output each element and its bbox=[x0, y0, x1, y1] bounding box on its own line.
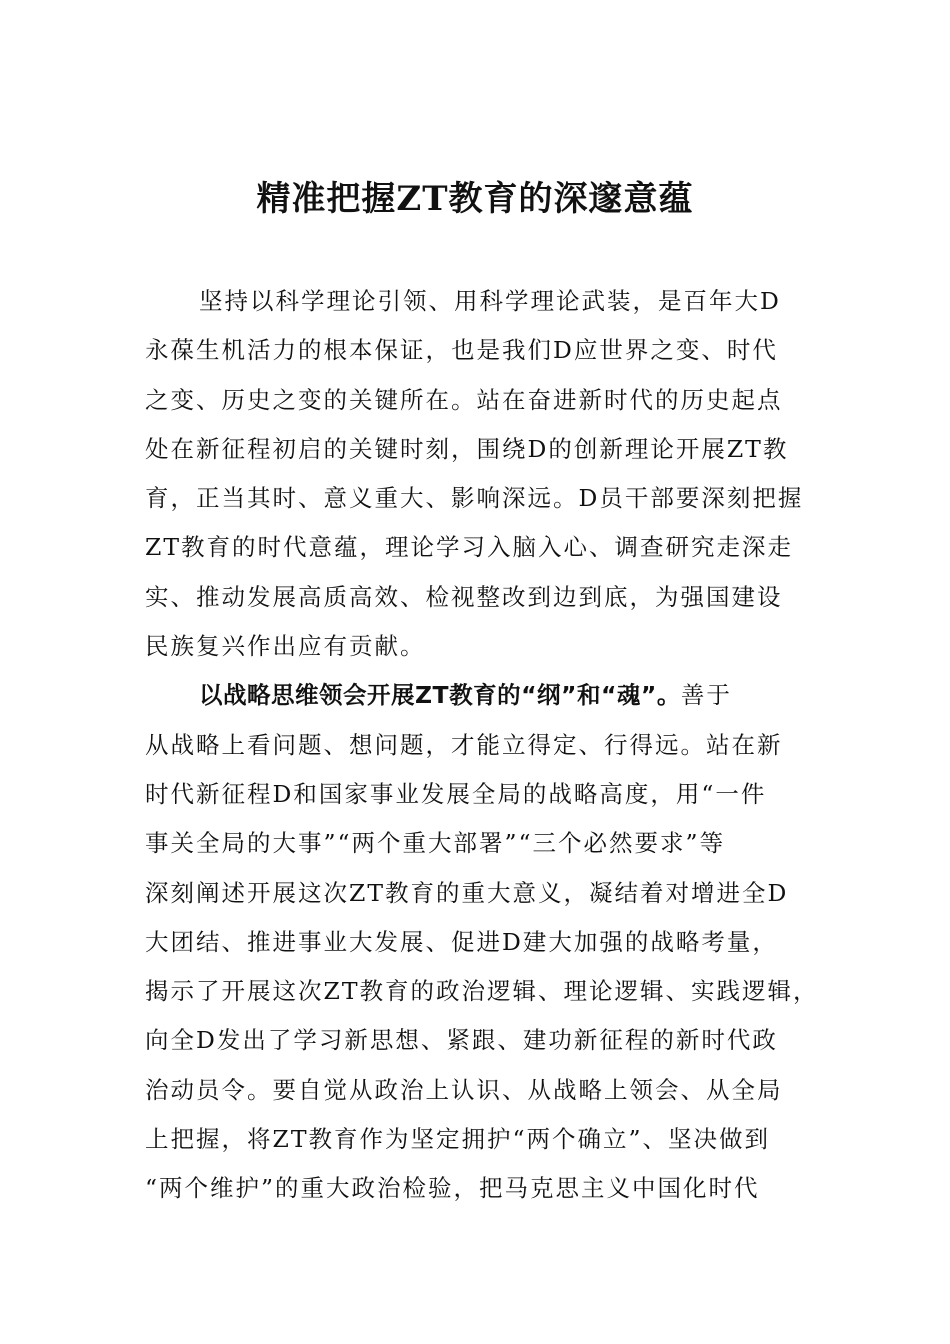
paragraph-line: 上把握，将ZT教育作为坚定拥护“两个确立”、坚决做到 bbox=[145, 1125, 771, 1154]
paragraph-line: “两个维护”的重大政治检验，把马克思主义中国化时代 bbox=[145, 1174, 760, 1203]
paragraph-line: 育，正当其时、意义重大、影响深远。D员干部要深刻把握 bbox=[145, 484, 804, 513]
paragraph-lead-heading: 以战略思维领会开展ZT教育的“纲”和“魂”。 bbox=[199, 681, 681, 710]
paragraph-line: 揭示了开展这次ZT教育的政治逻辑、理论逻辑、实践逻辑， bbox=[145, 977, 819, 1006]
paragraph-line: 坚持以科学理论引领、用科学理论武装，是百年大D bbox=[199, 287, 781, 315]
paragraph-line: 民族复兴作出应有贡献。 bbox=[145, 632, 426, 661]
paragraph-line: 向全D发出了学习新思想、紧跟、建功新征程的新时代政 bbox=[145, 1026, 778, 1055]
document-title: 精准把握ZT教育的深邃意蕴 bbox=[256, 179, 694, 219]
paragraph-line: 从战略上看问题、想问题，才能立得定、行得远。站在新 bbox=[145, 730, 783, 759]
paragraph-line: 治动员令。要自觉从政治上认识、从战略上领会、从全局 bbox=[145, 1075, 783, 1104]
paragraph-line: 永葆生机活力的根本保证，也是我们D应世界之变、时代 bbox=[145, 336, 778, 365]
paragraph-line: 之变、历史之变的关键所在。站在奋进新时代的历史起点 bbox=[145, 385, 783, 414]
paragraph-line: 大团结、推进事业大发展、促进D建大加强的战略考量， bbox=[145, 927, 778, 956]
paragraph-line: 深刻阐述开展这次ZT教育的重大意义，凝结着对增进全D bbox=[145, 878, 789, 907]
paragraph-intro bbox=[145, 284, 825, 678]
paragraph-first-line bbox=[145, 678, 825, 727]
paragraph-strategy bbox=[145, 678, 825, 1220]
paragraph-line: 时代新征程D和国家事业发展全局的战略高度，用“一件 bbox=[145, 779, 767, 808]
paragraph-line: 事关全局的大事”“两个重大部署”“三个必然要求”等 bbox=[145, 829, 726, 858]
paragraph-line: 处在新征程初启的关键时刻，围绕D的创新理论开展ZT教 bbox=[145, 434, 789, 463]
paragraph-line: ZT教育的时代意蕴，理论学习入脑入心、调查研究走深走 bbox=[145, 533, 794, 562]
paragraph-line: 实、推动发展高质高效、检视整改到边到底，为强国建设 bbox=[145, 582, 783, 611]
document-body bbox=[145, 284, 825, 1221]
paragraph-lead-rest: 善于 bbox=[680, 681, 732, 710]
